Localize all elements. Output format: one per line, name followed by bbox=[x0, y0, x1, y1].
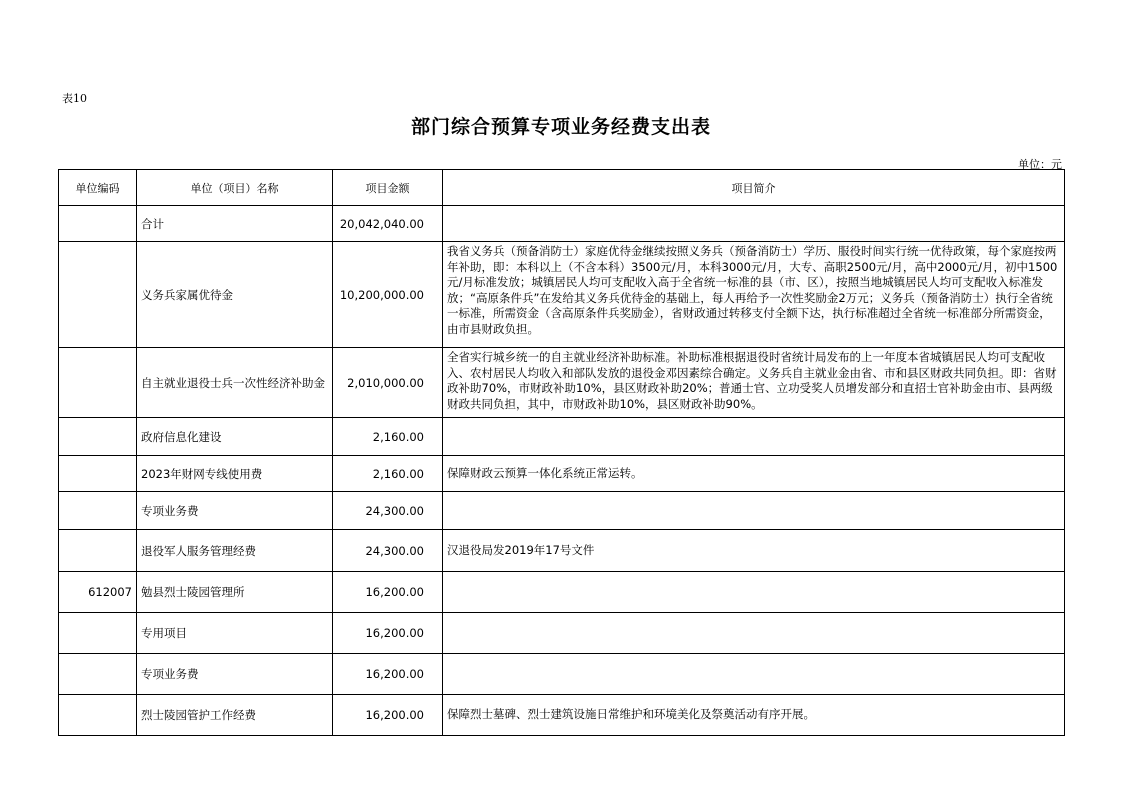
cell-name: 2023年财网专线使用费 bbox=[137, 456, 333, 492]
cell-amount: 2,160.00 bbox=[333, 418, 443, 456]
table-row bbox=[59, 492, 1065, 530]
cell-amount: 20,042,040.00 bbox=[333, 206, 443, 242]
cell-amount: 16,200.00 bbox=[333, 654, 443, 695]
cell-desc bbox=[443, 206, 1065, 242]
cell-name: 勉县烈士陵园管理所 bbox=[137, 572, 333, 613]
cell-desc bbox=[443, 654, 1065, 695]
page-title: 部门综合预算专项业务经费支出表 bbox=[410, 116, 711, 138]
cell-amount: 24,300.00 bbox=[333, 530, 443, 572]
cell-amount: 24,300.00 bbox=[333, 492, 443, 530]
cell-code: 612007 bbox=[59, 572, 137, 613]
cell-name: 专项业务费 bbox=[137, 492, 333, 530]
cell-code bbox=[59, 530, 137, 572]
cell-amount: 2,160.00 bbox=[333, 456, 443, 492]
cell-desc: 我省义务兵（预备消防士）家庭优待金继续按照义务兵（预备消防士）学历、服役时间实行统一优待政策，每个家庭按两年补助，即：本科以上（不含本科）3500元/月，本科3000元/月，大专、高职2500元/月，高中2000元/月，初中1500元/月标准发放；城镇居民人均可支配收入高于全省统一标准的县（市、区），按照当地城镇居民人均可支配收入标准发放；“高原条件兵”在发给其义务兵优待金的基础上，每人再给予一次性奖励金2万元；义务兵（预备消防士）执行全省统一标准，所需资金（含高原条件兵奖励金），省财政通过转移支付全额下达，执行标准超过全省统一标准部分所需资金，由市县财政负担。 bbox=[443, 242, 1065, 348]
table-row bbox=[59, 613, 1065, 654]
cell-name: 专项业务费 bbox=[137, 654, 333, 695]
cell-code bbox=[59, 654, 137, 695]
cell-code bbox=[59, 348, 137, 418]
table-row bbox=[59, 456, 1065, 492]
table-row bbox=[59, 654, 1065, 695]
table-row bbox=[59, 530, 1065, 572]
header-name: 单位（项目）名称 bbox=[137, 170, 333, 206]
cell-code bbox=[59, 695, 137, 736]
cell-desc: 全省实行城乡统一的自主就业经济补助标准。补助标准根据退役时省统计局发布的上一年度本省城镇居民人均可支配收入、农村居民人均收入和部队发放的退役金邓因素综合确定。义务兵自主就业金由省、市和县区财政共同负担。即：省财政补助70%，市财政补助10%，县区财政补助20%；普通士官、立功受奖人员增发部分和直招士官补助金由市、县两级财政共同负担，其中，市财政补助10%，县区财政补助90%。 bbox=[443, 348, 1065, 418]
unit-label: 单位：元 bbox=[1018, 158, 1062, 171]
cell-name: 烈士陵园管护工作经费 bbox=[137, 695, 333, 736]
cell-code bbox=[59, 492, 137, 530]
table-row bbox=[59, 206, 1065, 242]
cell-code bbox=[59, 613, 137, 654]
cell-name: 政府信息化建设 bbox=[137, 418, 333, 456]
cell-desc: 保障烈士墓碑、烈士建筑设施日常维护和环境美化及祭奠活动有序开展。 bbox=[443, 695, 1065, 736]
cell-amount: 10,200,000.00 bbox=[333, 242, 443, 348]
cell-code bbox=[59, 456, 137, 492]
cell-amount: 16,200.00 bbox=[333, 572, 443, 613]
budget-table bbox=[58, 169, 1065, 736]
cell-desc: 保障财政云预算一体化系统正常运转。 bbox=[443, 456, 1065, 492]
cell-desc bbox=[443, 418, 1065, 456]
cell-name: 专用项目 bbox=[137, 613, 333, 654]
cell-code bbox=[59, 206, 137, 242]
table-row bbox=[59, 572, 1065, 613]
table-header-row bbox=[59, 170, 1065, 206]
header-amount: 项目金额 bbox=[333, 170, 443, 206]
cell-name: 退役军人服务管理经费 bbox=[137, 530, 333, 572]
table-row bbox=[59, 418, 1065, 456]
cell-desc: 汉退役局发2019年17号文件 bbox=[443, 530, 1065, 572]
cell-desc bbox=[443, 572, 1065, 613]
cell-name: 自主就业退役士兵一次性经济补助金 bbox=[137, 348, 333, 418]
cell-amount: 16,200.00 bbox=[333, 613, 443, 654]
cell-desc bbox=[443, 492, 1065, 530]
cell-amount: 16,200.00 bbox=[333, 695, 443, 736]
table-row bbox=[59, 695, 1065, 736]
header-desc: 项目简介 bbox=[443, 170, 1065, 206]
header-code: 单位编码 bbox=[59, 170, 137, 206]
table-row bbox=[59, 242, 1065, 348]
cell-name: 合计 bbox=[137, 206, 333, 242]
cell-code bbox=[59, 418, 137, 456]
table-number: 表10 bbox=[62, 92, 87, 105]
cell-desc bbox=[443, 613, 1065, 654]
cell-name: 义务兵家属优待金 bbox=[137, 242, 333, 348]
table-row bbox=[59, 348, 1065, 418]
cell-code bbox=[59, 242, 137, 348]
cell-amount: 2,010,000.00 bbox=[333, 348, 443, 418]
